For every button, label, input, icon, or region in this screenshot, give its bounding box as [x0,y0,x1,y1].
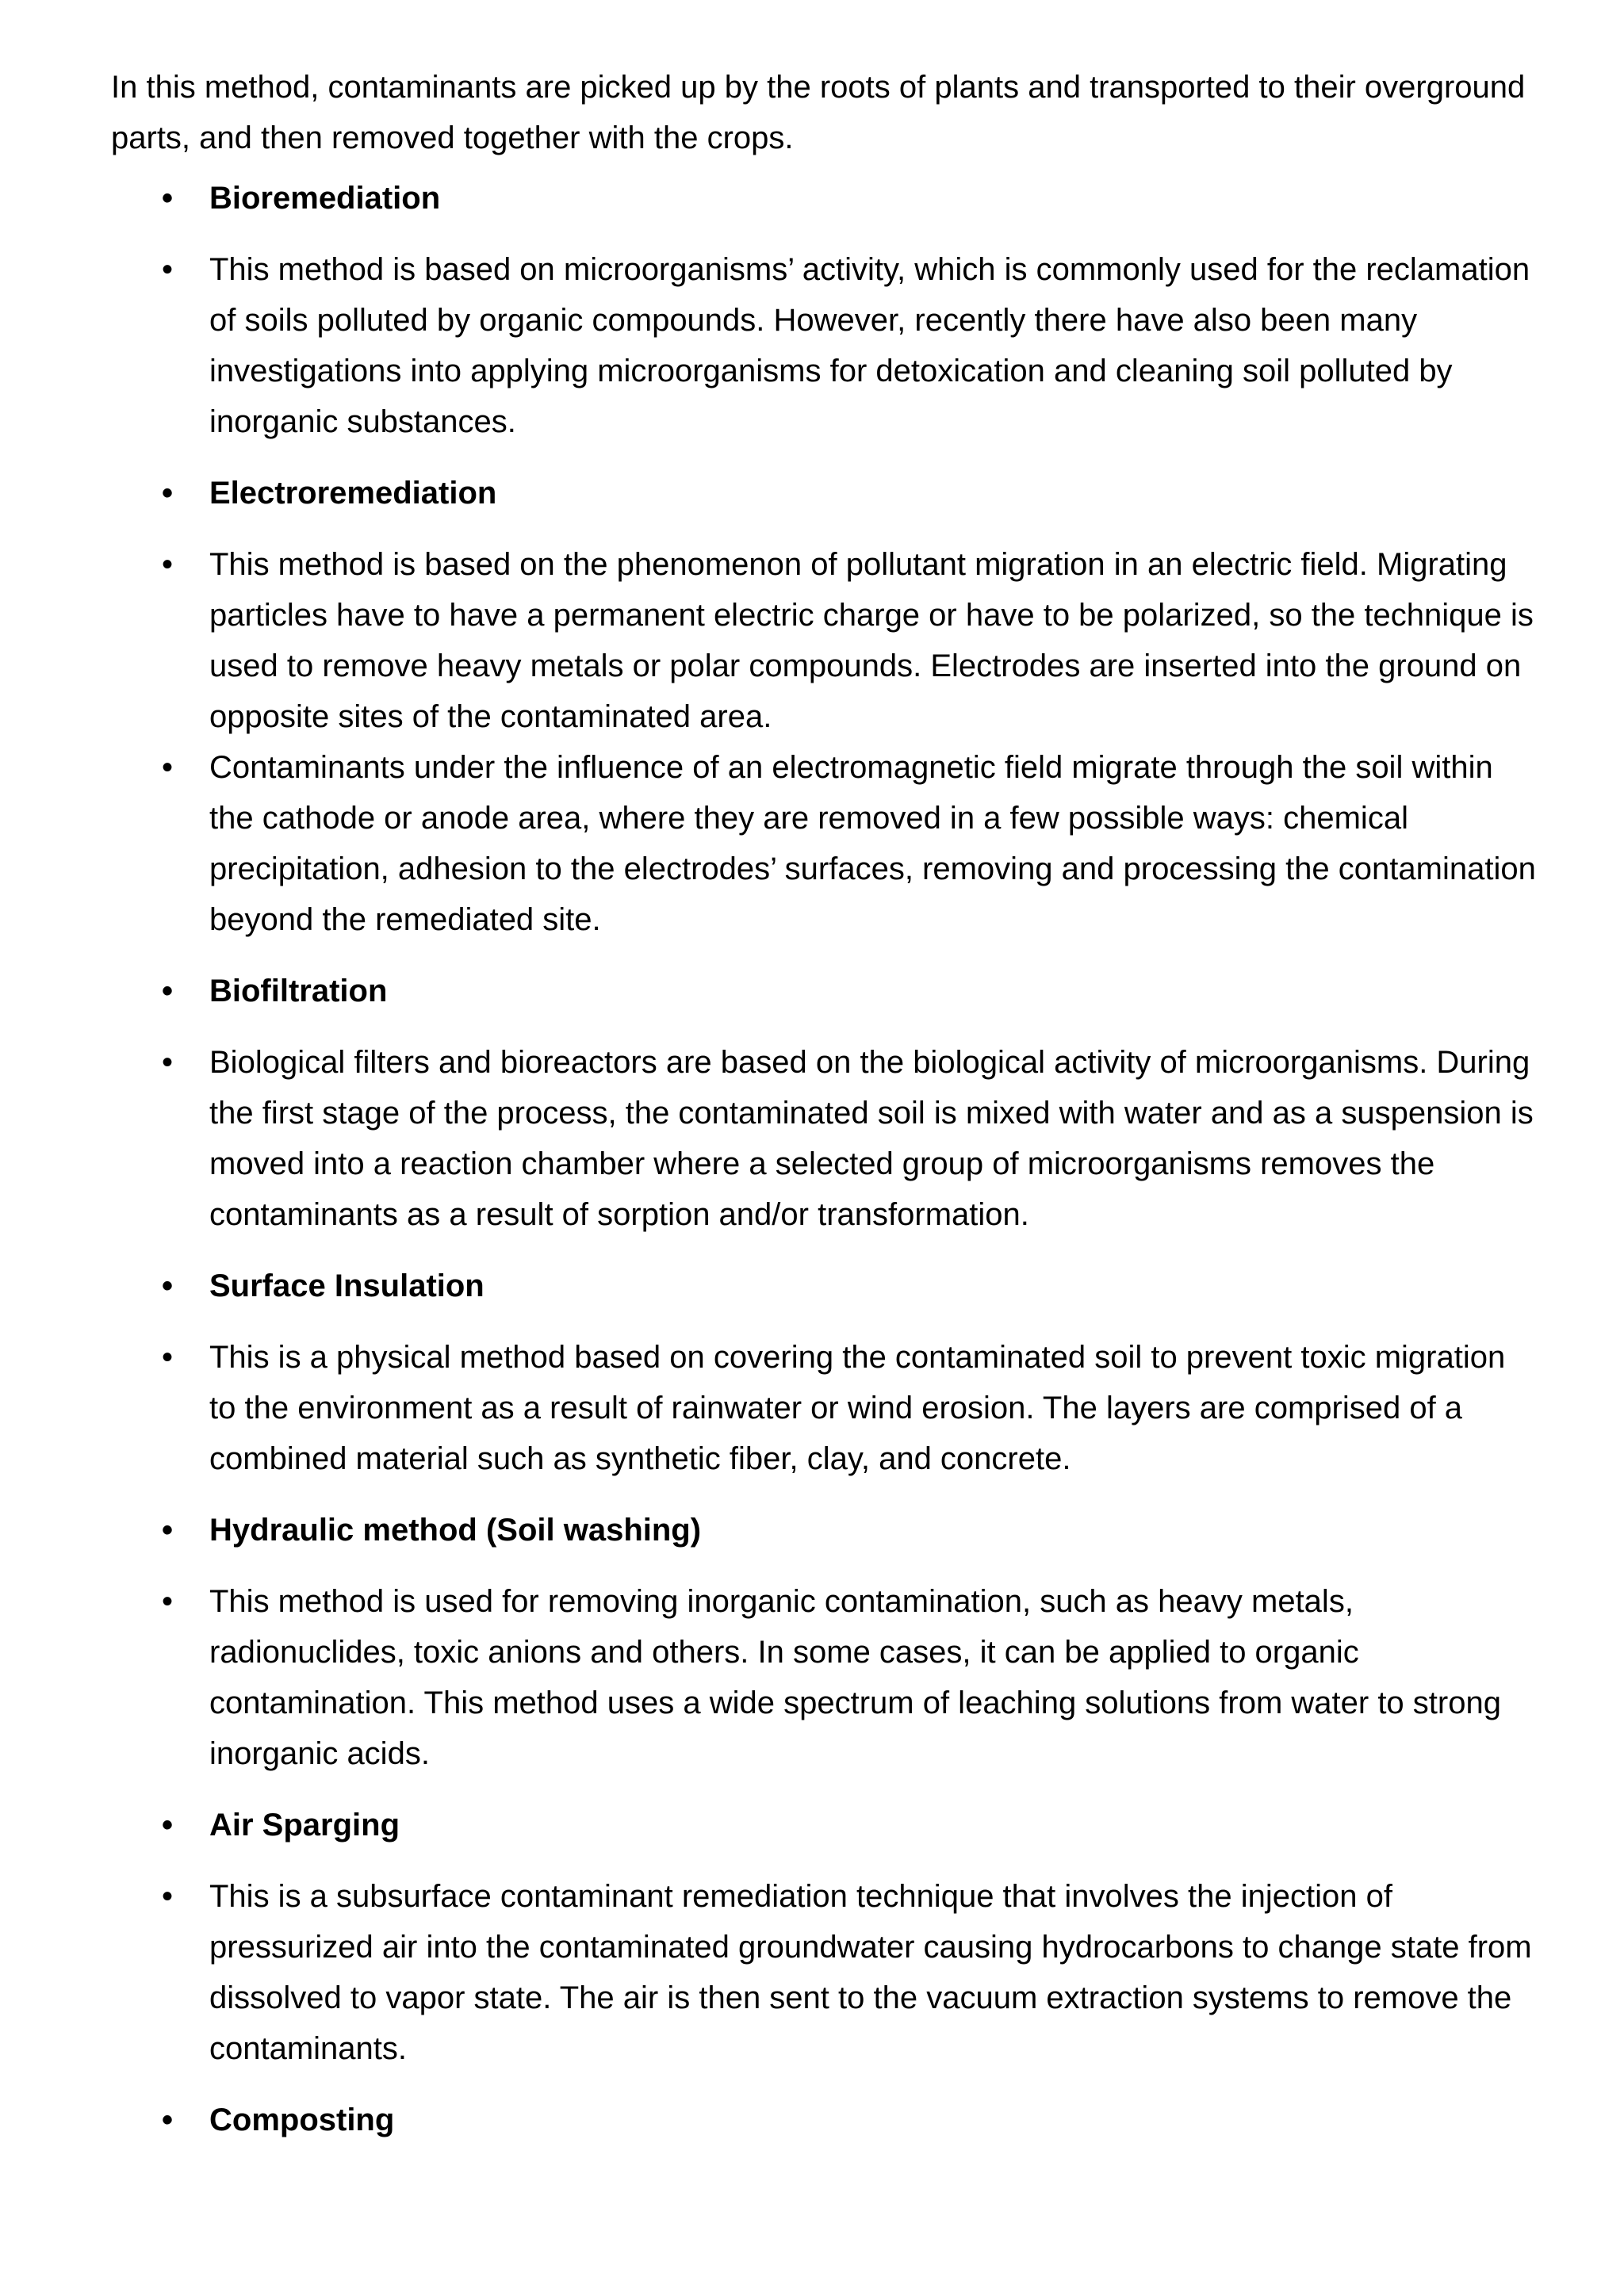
bullet-icon: • [162,750,174,785]
method-description: This method is based on the phenomenon of pollutant migration in an electric field. Migrating particles have to have a permanent electric charge or have to be polarized, so the technique is used to remove heavy metals or polar compounds. Electrodes are inserted into the ground on opposite sites of the contaminated area. [209,547,1534,734]
bullet-icon: • [162,1269,174,1303]
bullet-icon: • [162,252,174,287]
remediation-methods-list [111,173,1538,2145]
bullet-icon: • [162,476,174,511]
method-description: Contaminants under the influence of an electromagnetic field migrate through the soil within the cathode or anode area, where they are removed in a few possible ways: chemical precipitation, adhesion to the electrodes’ surfaces, removing and processing the contamination beyond the remediated site. [209,750,1536,937]
bullet-icon: • [162,974,174,1008]
method-heading: Surface Insulation [209,1269,485,1303]
list-item [111,1037,1538,1240]
method-heading: Bioremediation [209,181,441,216]
bullet-icon: • [162,1513,174,1548]
list-item [111,1576,1538,1779]
method-description: This method is based on microorganisms’ activity, which is commonly used for the reclamation of soils polluted by organic compounds. However, recently there have also been many investigations into applying microorganisms for detoxication and cleaning soil polluted by inorganic substances. [209,252,1530,439]
bullet-icon: • [162,1045,174,1080]
bullet-icon: • [162,1879,174,1914]
list-item-heading [111,468,1538,519]
method-heading: Air Sparging [209,1808,400,1843]
list-item-heading [111,1261,1538,1311]
list-item [111,539,1538,742]
list-item-heading [111,173,1538,224]
method-heading: Hydraulic method (Soil washing) [209,1513,702,1548]
list-item [111,1332,1538,1484]
list-item [111,742,1538,945]
list-item-heading [111,966,1538,1016]
bullet-icon: • [162,1808,174,1843]
bullet-icon: • [162,181,174,216]
method-heading: Electroremediation [209,476,497,511]
method-description: This is a subsurface contaminant remediation technique that involves the injection of pressurized air into the contaminated groundwater causing hydrocarbons to change state from dissolved to vapor state. The air is then sent to the vacuum extraction systems to remove the contaminants. [209,1879,1532,2066]
list-item [111,1871,1538,2074]
bullet-icon: • [162,2103,174,2137]
list-item-heading [111,1800,1538,1850]
list-item [111,244,1538,447]
document-page [111,62,1538,2166]
bullet-icon: • [162,1584,174,1619]
bullet-icon: • [162,547,174,582]
method-description: This is a physical method based on covering the contaminated soil to prevent toxic migration to the environment as a result of rainwater or wind erosion. The layers are comprised of a combined material such as synthetic fiber, clay, and concrete. [209,1340,1506,1476]
method-description: Biological filters and bioreactors are based on the biological activity of microorganisms. During the first stage of the process, the contaminated soil is mixed with water and as a suspension is moved into a reaction chamber where a selected group of microorganisms removes the contaminants as a result of sorption and/or transformation. [209,1045,1534,1232]
method-heading: Composting [209,2103,395,2137]
bullet-icon: • [162,1340,174,1375]
intro-paragraph: In this method, contaminants are picked up by the roots of plants and transported to their overground parts, and then removed together with the crops. [111,70,1526,155]
list-item-heading [111,1505,1538,1556]
method-description: This method is used for removing inorganic contamination, such as heavy metals, radionuclides, toxic anions and others. In some cases, it can be applied to organic contamination. This method uses a wide spectrum of leaching solutions from water to strong inorganic acids. [209,1584,1501,1771]
method-heading: Biofiltration [209,974,388,1008]
list-item-heading [111,2095,1538,2145]
